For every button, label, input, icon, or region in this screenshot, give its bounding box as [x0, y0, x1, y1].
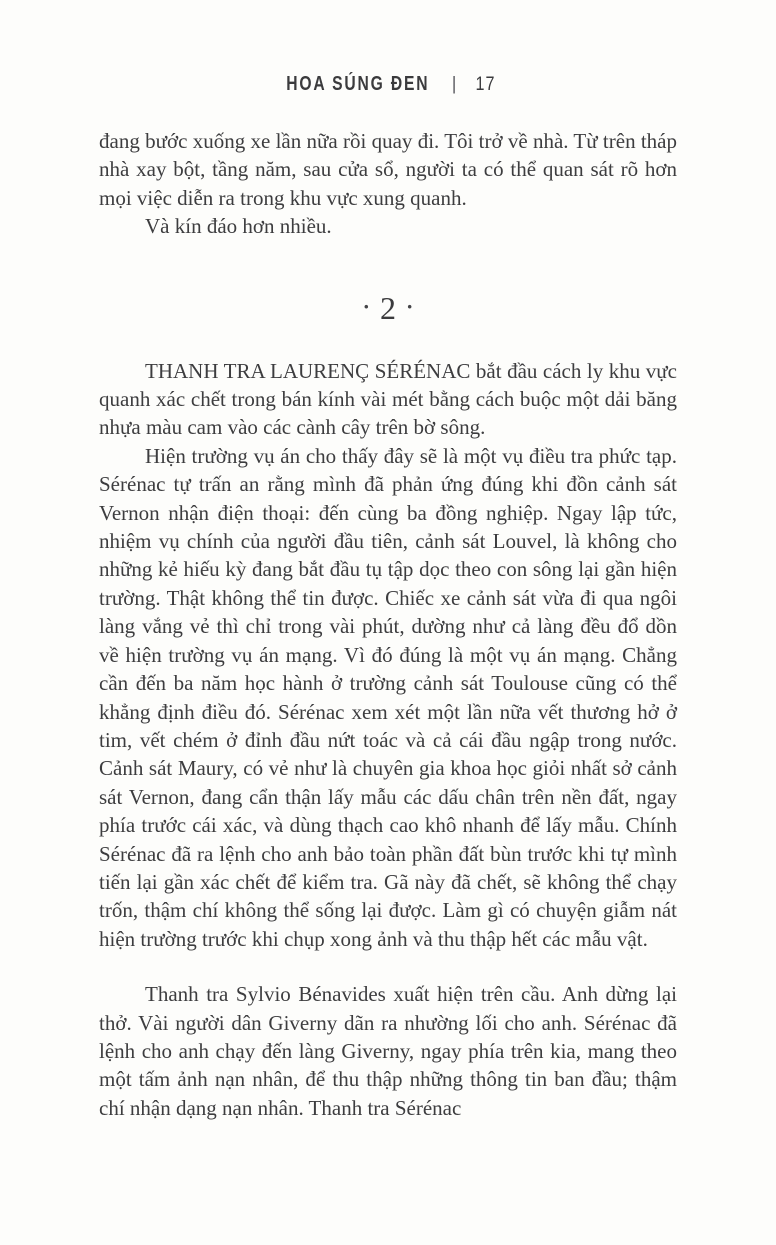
page-number: 17 [475, 72, 496, 95]
paragraph-chapter-opening: THANH TRA LAURENÇ SÉRÉNAC bắt đầu cách ly khu vực quanh xác chết trong bán kính vài mét bằng cách buộc một dải băng nhựa màu cam vào các cành cây trên bờ sông. [99, 358, 677, 440]
header-separator: | [451, 73, 459, 94]
running-header [0, 74, 776, 94]
paragraph-crime-scene: Hiện trường vụ án cho thấy đây sẽ là một vụ điều tra phức tạp. Sérénac tự trấn an rằng mình đã phản ứng đúng khi đồn cảnh sát Vernon nhận điện thoại: đến cùng ba đồng nghiệp. Ngay lập tức, nhiệm vụ chính của người đầu tiên, cảnh sát Louvel, là không cho những kẻ hiếu kỳ đang bắt đầu tụ tập dọc theo con sông lại gần hiện trường. Thật không thể tin được. Chiếc xe cảnh sát vừa đi qua ngôi làng vắng vẻ thì chỉ trong vài phút, dường như cả làng đều đổ dồn về hiện trường vụ án mạng. Vì đó đúng là một vụ án mạng. Chẳng cần đến ba năm học hành ở trường cảnh sát Toulouse cũng có thể khẳng định điều đó. Sérénac xem xét một lần nữa vết thương hở ở tim, vết chém ở đỉnh đầu nứt toác và cả cái đầu ngập trong nước. Cảnh sát Maury, có vẻ như là chuyên gia khoa học giỏi nhất sở cảnh sát Vernon, đang cẩn thận lấy mẫu các dấu chân trên nền đất, ngay phía trước cái xác, và dùng thạch cao khô nhanh để lấy mẫu. Chính Sérénac đã ra lệnh cho anh bảo toàn phần đất bùn trước khi tự mình tiến lại gần xác chết để kiểm tra. Gã này đã chết, sẽ không thể chạy trốn, thậm chí không thể sống lại được. Làm gì có chuyện giẫm nát hiện trường trước khi chụp xong ảnh và thu thập hết các mẫu vật. [99, 443, 677, 951]
book-title: HOA SÚNG ĐEN [286, 72, 430, 95]
chapter-dot-right: · [406, 293, 414, 319]
chapter-dot-left: · [362, 293, 370, 319]
paragraph-continuation: đang bước xuống xe lần nữa rồi quay đi. Tôi trở về nhà. Từ trên tháp nhà xay bột, tầng năm, sau cửa sổ, người ta có thể quan sát rõ hơn mọi việc diễn ra trong khu vực xung quanh. [99, 129, 677, 210]
chapter-number: 2 [380, 289, 396, 326]
paragraph-short-line: Và kín đáo hơn nhiều. [145, 214, 332, 239]
paragraph-benavides: Thanh tra Sylvio Bénavides xuất hiện trên cầu. Anh dừng lại thở. Vài người dân Giverny dãn ra nhường lối cho anh. Sérénac đã lệnh cho anh chạy đến làng Giverny, ngay phía trên kia, mang theo một tấm ảnh nạn nhân, để thu thập những thông tin ban đầu; thậm chí nhận dạng nạn nhân. Thanh tra Sérénac [99, 982, 677, 1120]
body-text-block [99, 127, 677, 1122]
chapter-break [99, 289, 677, 331]
